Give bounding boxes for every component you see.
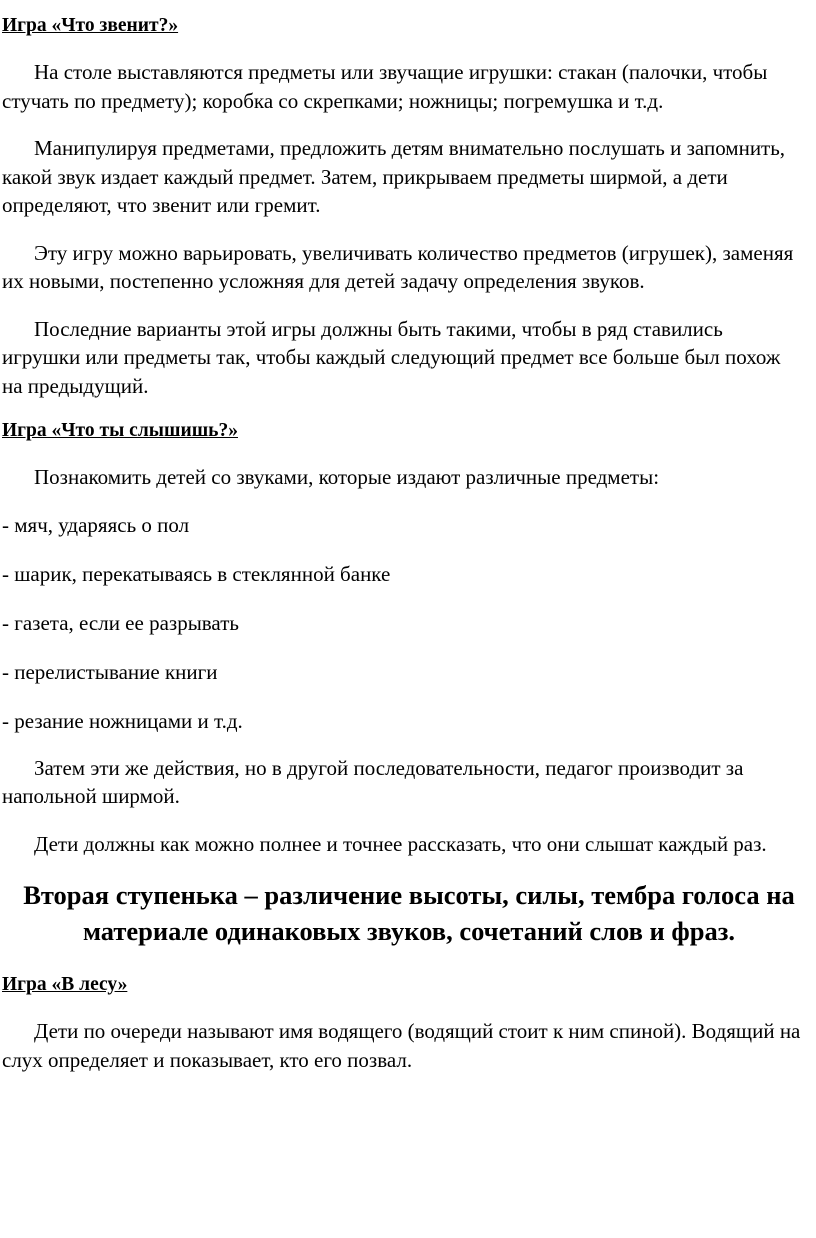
game-what-you-hear-paragraph-1: Затем эти же действия, но в другой последовательности, педагог производит за напольной ширмой. <box>2 755 744 808</box>
sound-list-item: - резание ножницами и т.д. <box>2 708 243 733</box>
game-in-forest-heading: Игра «В лесу» <box>2 974 128 995</box>
game-what-rings-paragraph-4: Последние варианты этой игры должны быть такими, чтобы в ряд ставились игрушки или предметы так, чтобы каждый следующий предмет все больше был похож на предыдущий. <box>2 316 781 398</box>
game-what-rings-paragraph-2: Манипулируя предметами, предложить детям внимательно послушать и запомнить, какой звук издает каждый предмет. Затем, прикрываем предметы ширмой, а дети определяют, что звенит или гремит. <box>2 136 786 217</box>
sound-list-item: - газета, если ее разрывать <box>2 610 239 635</box>
section-title-second-step: Вторая ступенька – различение высоты, силы, тембра голоса на материале одинаковых звуков, сочетаний слов и фраз. <box>23 880 795 946</box>
sound-list-item: - шарик, перекатываясь в стеклянной банке <box>2 561 391 586</box>
game-what-rings-paragraph-1: На столе выставляются предметы или звучащие игрушки: стакан (палочки, чтобы стучать по предмету); коробка со скрепками; ножницы; погремушка и т.д. <box>2 60 768 113</box>
game-in-forest-paragraph-1: Дети по очереди называют имя водящего (водящий стоит к ним спиной). Водящий на слух определяет и показывает, кто его позвал. <box>2 1019 801 1072</box>
game-what-you-hear-heading: Игра «Что ты слышишь?» <box>2 420 238 441</box>
game-what-you-hear-paragraph-2: Дети должны как можно полнее и точнее рассказать, что они слышат каждый раз. <box>34 831 767 856</box>
sound-list-item: - перелистывание книги <box>2 659 218 684</box>
game-what-rings-paragraph-3: Эту игру можно варьировать, увеличивать количество предметов (игрушек), заменяя их новыми, постепенно усложняя для детей задачу определения звуков. <box>2 240 794 293</box>
sound-list-item: - мяч, ударяясь о пол <box>2 512 190 537</box>
game-what-you-hear-intro: Познакомить детей со звуками, которые издают различные предметы: <box>34 465 660 489</box>
game-what-rings-heading: Игра «Что звенит?» <box>2 15 179 36</box>
